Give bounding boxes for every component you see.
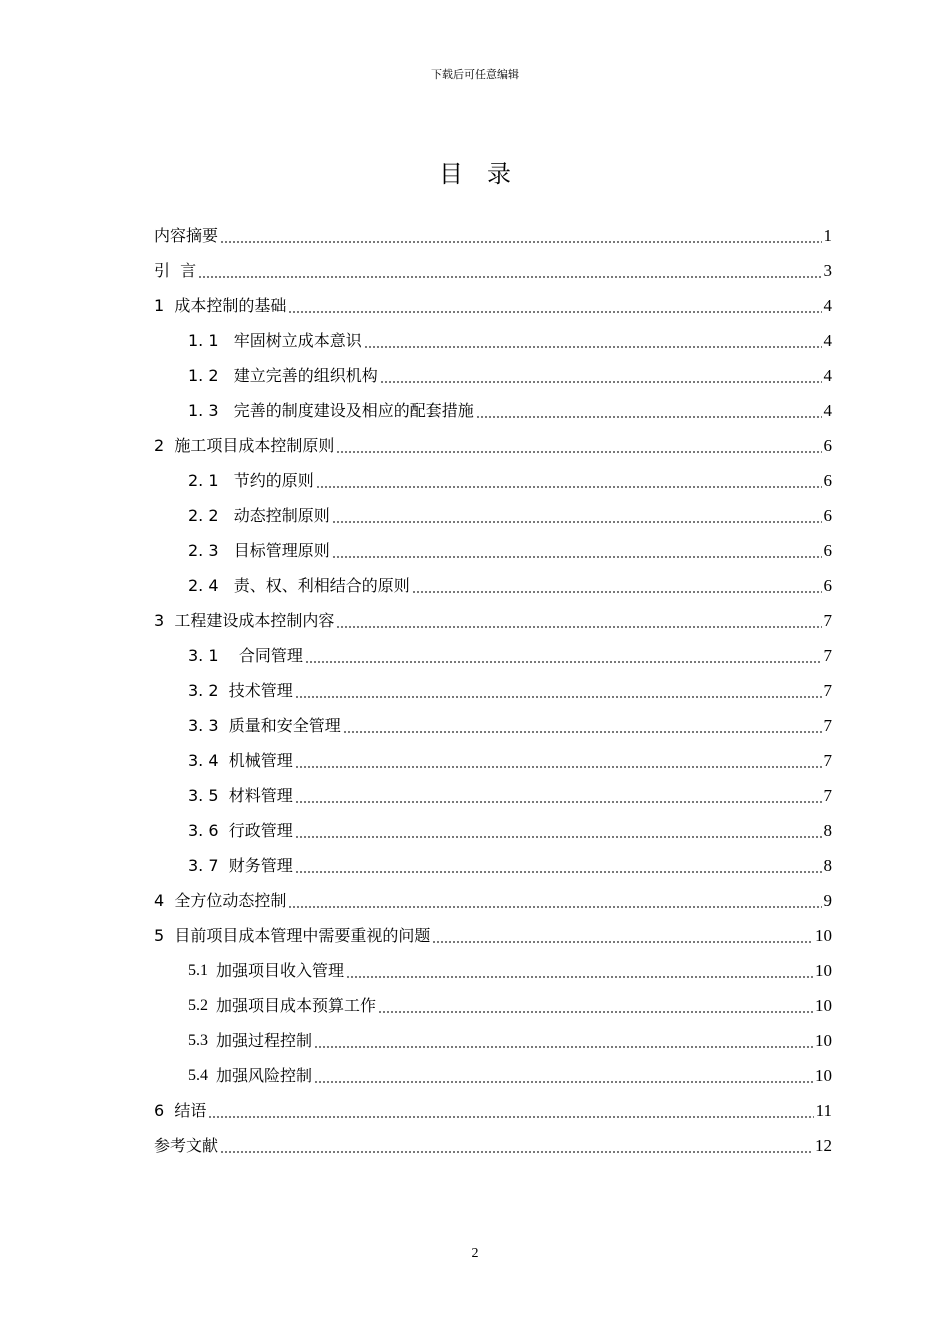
toc-entry[interactable] xyxy=(154,498,832,533)
toc-entry-page: 10 xyxy=(815,926,832,945)
toc-entry-number: 3. 4 xyxy=(188,751,229,770)
toc-dot-leader xyxy=(412,591,822,593)
toc-entry-label: 施工项目成本控制原则 xyxy=(174,436,335,455)
toc-dot-leader xyxy=(288,311,821,313)
toc-dot-leader xyxy=(316,486,822,488)
toc-entry[interactable] xyxy=(154,988,832,1023)
toc-entry-number: 3. 1 xyxy=(188,646,239,665)
toc-entry[interactable] xyxy=(154,778,832,813)
toc-entry-number: 4 xyxy=(154,891,175,910)
toc-dot-leader xyxy=(343,731,822,733)
toc-entry-page: 6 xyxy=(823,506,832,525)
toc-entry-page: 4 xyxy=(823,401,832,420)
toc-entry-page: 6 xyxy=(823,471,832,490)
toc-entry[interactable] xyxy=(154,883,832,918)
toc-dot-leader xyxy=(295,801,822,803)
toc-entry-label: 材料管理 xyxy=(228,786,293,805)
toc-entry[interactable] xyxy=(154,533,832,568)
toc-dot-leader xyxy=(220,241,821,243)
toc-entry[interactable] xyxy=(154,463,832,498)
toc-entry-label: 建立完善的组织机构 xyxy=(233,366,378,385)
toc-entry-label: 行政管理 xyxy=(228,821,293,840)
toc-entry-label: 财务管理 xyxy=(228,856,293,875)
toc-dot-leader xyxy=(305,661,822,663)
toc-entry-page: 10 xyxy=(815,996,832,1015)
toc-entry[interactable] xyxy=(154,603,832,638)
toc-dot-leader xyxy=(208,1116,813,1118)
toc-dot-leader xyxy=(432,941,813,943)
toc-entry[interactable] xyxy=(154,1128,832,1163)
toc-dot-leader xyxy=(314,1081,813,1083)
table-of-contents xyxy=(154,218,832,1163)
toc-entry[interactable] xyxy=(154,218,832,253)
toc-dot-leader xyxy=(295,766,822,768)
toc-dot-leader xyxy=(332,556,822,558)
toc-entry-page: 7 xyxy=(823,681,832,700)
toc-entry-number: 6 xyxy=(154,1101,175,1120)
toc-entry-number: 5.3 xyxy=(188,1032,216,1049)
toc-entry[interactable] xyxy=(154,288,832,323)
toc-entry-number: 5 xyxy=(154,926,175,945)
toc-dot-leader xyxy=(476,416,822,418)
toc-dot-leader xyxy=(346,976,813,978)
toc-dot-leader xyxy=(336,451,821,453)
toc-entry-page: 11 xyxy=(815,1101,832,1120)
toc-entry[interactable] xyxy=(154,568,832,603)
toc-dot-leader xyxy=(295,871,822,873)
toc-entry-page: 12 xyxy=(815,1136,832,1155)
toc-entry-label: 动态控制原则 xyxy=(233,506,330,525)
toc-entry-page: 8 xyxy=(823,821,832,840)
toc-entry-label: 目前项目成本管理中需要重视的问题 xyxy=(174,926,431,945)
toc-entry-page: 7 xyxy=(823,716,832,735)
page-header: 下载后可任意编辑 xyxy=(431,68,519,81)
toc-entry[interactable] xyxy=(154,358,832,393)
toc-entry-label: 加强风险控制 xyxy=(216,1066,313,1085)
toc-entry-label: 目标管理原则 xyxy=(233,541,330,560)
toc-dot-leader xyxy=(364,346,822,348)
page-number: 2 xyxy=(471,1246,479,1261)
toc-entry-page: 7 xyxy=(823,646,832,665)
toc-entry-page: 4 xyxy=(823,366,832,385)
toc-entry-number: 1. 3 xyxy=(188,401,234,420)
toc-entry-number: 3. 5 xyxy=(188,786,229,805)
toc-entry-number: 5.2 xyxy=(188,997,216,1014)
toc-dot-leader xyxy=(220,1151,813,1153)
toc-entry-number: 5.4 xyxy=(188,1067,216,1084)
toc-entry[interactable] xyxy=(154,1058,832,1093)
toc-dot-leader xyxy=(378,1011,813,1013)
toc-dot-leader xyxy=(314,1046,813,1048)
toc-entry-page: 10 xyxy=(815,1031,832,1050)
toc-entry-page: 4 xyxy=(823,331,832,350)
toc-entry-label: 加强项目成本预算工作 xyxy=(216,996,377,1015)
toc-entry-label: 成本控制的基础 xyxy=(174,296,287,315)
toc-entry-number: 3 xyxy=(154,611,175,630)
toc-dot-leader xyxy=(332,521,822,523)
toc-entry-number: 2. 3 xyxy=(188,541,234,560)
toc-entry[interactable] xyxy=(154,848,832,883)
toc-dot-leader xyxy=(380,381,822,383)
toc-entry[interactable] xyxy=(154,1093,832,1128)
toc-entry-page: 1 xyxy=(823,226,832,245)
toc-entry-page: 7 xyxy=(823,751,832,770)
toc-entry-page: 6 xyxy=(823,576,832,595)
toc-entry-number: 3. 2 xyxy=(188,681,229,700)
toc-entry[interactable] xyxy=(154,428,832,463)
toc-entry[interactable] xyxy=(154,323,832,358)
toc-entry-number: 3. 7 xyxy=(188,856,229,875)
toc-entry-label: 技术管理 xyxy=(228,681,293,700)
toc-entry[interactable] xyxy=(154,673,832,708)
toc-entry-label: 结语 xyxy=(174,1101,207,1120)
toc-dot-leader xyxy=(295,836,822,838)
toc-entry-label: 责、权、利相结合的原则 xyxy=(233,576,410,595)
toc-entry-number: 3. 6 xyxy=(188,821,229,840)
toc-entry-page: 10 xyxy=(815,1066,832,1085)
toc-entry[interactable] xyxy=(154,1023,832,1058)
toc-entry-label: 加强过程控制 xyxy=(216,1031,313,1050)
toc-entry[interactable] xyxy=(154,253,832,288)
toc-entry-number: 2. 1 xyxy=(188,471,234,490)
toc-entry[interactable] xyxy=(154,918,832,953)
toc-entry[interactable] xyxy=(154,813,832,848)
toc-entry-label: 完善的制度建设及相应的配套措施 xyxy=(233,401,474,420)
toc-entry-page: 6 xyxy=(823,436,832,455)
toc-entry-label: 引 言 xyxy=(154,261,197,280)
toc-entry-label: 加强项目收入管理 xyxy=(216,961,345,980)
toc-entry-label: 合同管理 xyxy=(238,646,303,665)
toc-entry-label: 内容摘要 xyxy=(154,226,219,245)
toc-entry-page: 3 xyxy=(823,261,832,280)
toc-dot-leader xyxy=(336,626,821,628)
toc-entry-label: 机械管理 xyxy=(228,751,293,770)
toc-entry-label: 工程建设成本控制内容 xyxy=(174,611,335,630)
toc-entry-number: 2. 2 xyxy=(188,506,234,525)
toc-entry-page: 8 xyxy=(823,856,832,875)
toc-entry-label: 节约的原则 xyxy=(233,471,314,490)
toc-entry-page: 7 xyxy=(823,611,832,630)
toc-title: 目录 xyxy=(439,160,535,188)
toc-entry-page: 4 xyxy=(823,296,832,315)
toc-entry[interactable] xyxy=(154,743,832,778)
toc-entry-number: 2 xyxy=(154,436,175,455)
toc-entry-number: 5.1 xyxy=(188,962,216,979)
toc-dot-leader xyxy=(295,696,822,698)
toc-entry[interactable] xyxy=(154,638,832,673)
toc-entry-number: 1 xyxy=(154,296,175,315)
toc-entry-page: 10 xyxy=(815,961,832,980)
toc-entry-label: 牢固树立成本意识 xyxy=(233,331,362,350)
toc-entry-number: 1. 2 xyxy=(188,366,234,385)
toc-entry-label: 全方位动态控制 xyxy=(174,891,287,910)
toc-entry[interactable] xyxy=(154,393,832,428)
toc-entry-page: 9 xyxy=(823,891,832,910)
toc-entry[interactable] xyxy=(154,953,832,988)
toc-entry-label: 质量和安全管理 xyxy=(228,716,341,735)
toc-entry-label: 参考文献 xyxy=(154,1136,219,1155)
toc-entry-page: 7 xyxy=(823,786,832,805)
toc-entry-number: 2. 4 xyxy=(188,576,234,595)
toc-dot-leader xyxy=(288,906,821,908)
toc-entry-number: 1. 1 xyxy=(188,331,234,350)
toc-entry-number: 3. 3 xyxy=(188,716,229,735)
toc-entry-page: 6 xyxy=(823,541,832,560)
toc-dot-leader xyxy=(198,276,821,278)
toc-entry[interactable] xyxy=(154,708,832,743)
